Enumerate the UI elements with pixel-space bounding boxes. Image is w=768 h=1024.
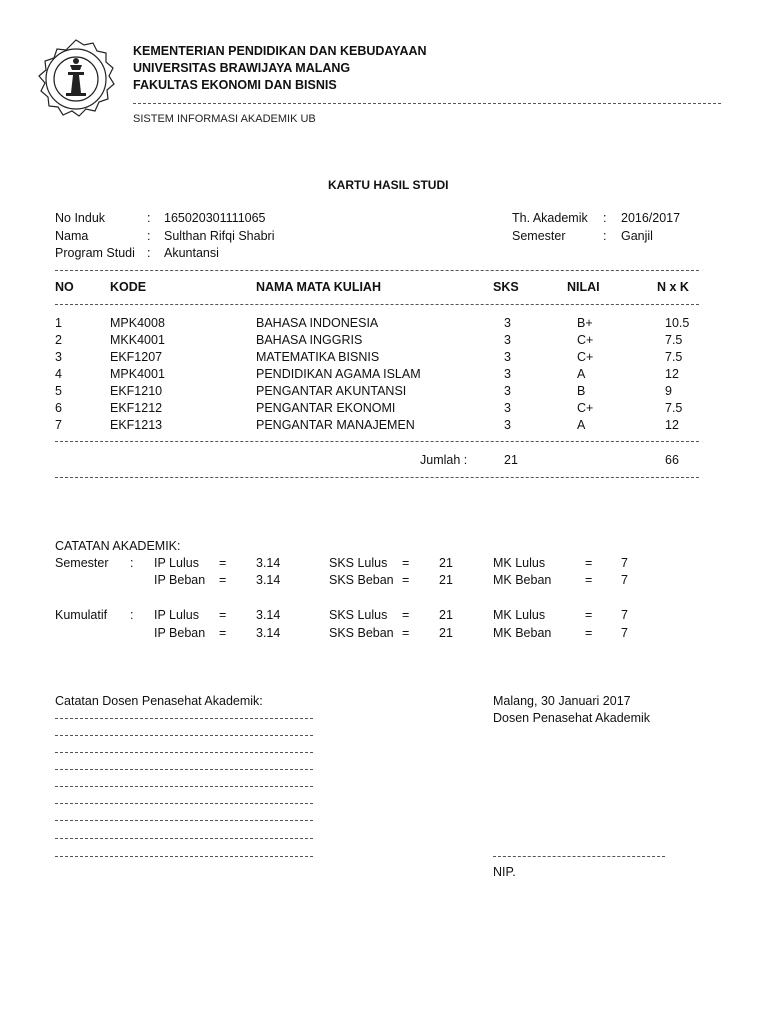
sks-lulus-value: 21	[439, 556, 453, 570]
colon: :	[603, 211, 607, 225]
row-nilai: C+	[577, 401, 594, 415]
row-kode: EKF1212	[110, 401, 163, 415]
row-sks: 3	[504, 350, 511, 364]
row-sks: 3	[504, 418, 511, 432]
sks-beban-value: 21	[439, 573, 453, 587]
row-nxk: 9	[665, 384, 672, 398]
row-no: 6	[55, 401, 62, 415]
eq: =	[219, 608, 227, 622]
sks-lulus-label: SKS Lulus	[329, 608, 388, 622]
eq: =	[219, 573, 227, 587]
mk-lulus-label: MK Lulus	[493, 608, 546, 622]
sks-beban-label: SKS Beban	[329, 573, 394, 587]
notes-line	[55, 856, 313, 857]
catatan-title: CATATAN AKADEMIK:	[55, 539, 181, 553]
nama-label: Nama	[55, 229, 89, 243]
document-title: KARTU HASIL STUDI	[328, 178, 449, 192]
eq: =	[402, 573, 410, 587]
row-nxk: 12	[665, 367, 679, 381]
mk-lulus-value: 7	[621, 556, 628, 570]
eq: =	[585, 608, 593, 622]
row-kode: EKF1207	[110, 350, 163, 364]
col-header-nama: NAMA MATA KULIAH	[256, 280, 381, 294]
nip-label: NIP.	[493, 865, 516, 879]
colon: :	[147, 246, 151, 260]
col-header-sks: SKS	[493, 280, 519, 294]
eq: =	[219, 626, 227, 640]
row-nilai: A	[577, 418, 586, 432]
row-nxk: 7.5	[665, 401, 683, 415]
sks-beban-label: SKS Beban	[329, 626, 394, 640]
row-nama: PENGANTAR AKUNTANSI	[256, 384, 407, 398]
row-no: 1	[55, 316, 62, 330]
notes-line	[55, 718, 313, 719]
row-kode: MKK4001	[110, 333, 165, 347]
kumulatif-label: Kumulatif	[55, 608, 108, 622]
eq: =	[219, 556, 227, 570]
dosen-notes-label: Catatan Dosen Penasehat Akademik:	[55, 694, 263, 708]
semester-label: Semester	[512, 229, 566, 243]
row-nilai: B+	[577, 316, 593, 330]
row-nama: BAHASA INDONESIA	[256, 316, 379, 330]
th-akademik-label: Th. Akademik	[512, 211, 588, 225]
jumlah-label: Jumlah :	[420, 453, 468, 467]
row-nilai: B	[577, 384, 586, 398]
ip-beban-label: IP Beban	[154, 626, 206, 640]
row-kode: MPK4001	[110, 367, 165, 381]
signature-line	[493, 856, 665, 857]
row-nxk: 12	[665, 418, 679, 432]
prodi-label: Program Studi	[55, 246, 135, 260]
ip-lulus-value: 3.14	[256, 608, 281, 622]
no-induk-label: No Induk	[55, 211, 106, 225]
col-header-nxk: N x K	[657, 280, 689, 294]
row-sks: 3	[504, 316, 511, 330]
sks-lulus-label: SKS Lulus	[329, 556, 388, 570]
row-nama: PENGANTAR EKONOMI	[256, 401, 396, 415]
row-kode: EKF1213	[110, 418, 163, 432]
row-sks: 3	[504, 333, 511, 347]
row-nama: PENDIDIKAN AGAMA ISLAM	[256, 367, 421, 381]
row-no: 2	[55, 333, 62, 347]
notes-line	[55, 820, 313, 821]
notes-line	[55, 769, 313, 770]
university-seal-logo	[34, 37, 118, 121]
eq: =	[402, 626, 410, 640]
semester-value: Ganjil	[621, 229, 653, 243]
eq: =	[585, 626, 593, 640]
eq: =	[585, 556, 593, 570]
col-header-nilai: NILAI	[567, 280, 600, 294]
ip-beban-value: 3.14	[256, 626, 281, 640]
sks-beban-value: 21	[439, 626, 453, 640]
row-kode: EKF1210	[110, 384, 163, 398]
jumlah-sks: 21	[504, 453, 518, 467]
colon: :	[147, 211, 151, 225]
row-sks: 3	[504, 384, 511, 398]
table-body-divider	[55, 441, 699, 442]
ip-beban-value: 3.14	[256, 573, 281, 587]
place-date: Malang, 30 Januari 2017	[493, 694, 631, 708]
row-nxk: 7.5	[665, 333, 683, 347]
table-header-divider	[55, 304, 699, 305]
mk-beban-label: MK Beban	[493, 626, 552, 640]
system-name: SISTEM INFORMASI AKADEMIK UB	[133, 113, 316, 125]
row-no: 3	[55, 350, 62, 364]
notes-line	[55, 786, 313, 787]
semester-label: Semester	[55, 556, 109, 570]
header-divider	[133, 103, 721, 104]
mk-beban-label: MK Beban	[493, 573, 552, 587]
row-sks: 3	[504, 367, 511, 381]
notes-line	[55, 752, 313, 753]
ip-lulus-value: 3.14	[256, 556, 281, 570]
colon: :	[147, 229, 151, 243]
row-nama: MATEMATIKA BISNIS	[256, 350, 380, 364]
ip-lulus-label: IP Lulus	[154, 556, 199, 570]
row-nilai: C+	[577, 350, 594, 364]
row-nxk: 7.5	[665, 350, 683, 364]
ip-lulus-label: IP Lulus	[154, 608, 199, 622]
ip-beban-label: IP Beban	[154, 573, 206, 587]
colon: :	[130, 556, 134, 570]
row-sks: 3	[504, 401, 511, 415]
eq: =	[402, 556, 410, 570]
row-kode: MPK4008	[110, 316, 165, 330]
colon: :	[130, 608, 134, 622]
prodi-value: Akuntansi	[164, 246, 219, 260]
eq: =	[585, 573, 593, 587]
ministry-name: KEMENTERIAN PENDIDIKAN DAN KEBUDAYAAN	[133, 44, 427, 58]
mk-beban-value: 7	[621, 573, 628, 587]
faculty-name: FAKULTAS EKONOMI DAN BISNIS	[133, 78, 337, 92]
nama-value: Sulthan Rifqi Shabri	[164, 229, 275, 243]
sks-lulus-value: 21	[439, 608, 453, 622]
row-nilai: A	[577, 367, 586, 381]
row-no: 7	[55, 418, 62, 432]
row-nilai: C+	[577, 333, 594, 347]
eq: =	[402, 608, 410, 622]
seal-icon	[34, 37, 118, 121]
jumlah-nxk: 66	[665, 453, 679, 467]
col-header-no: NO	[55, 280, 74, 294]
col-header-kode: KODE	[110, 280, 147, 294]
row-nama: PENGANTAR MANAJEMEN	[256, 418, 415, 432]
no-induk-value: 165020301111065	[164, 211, 266, 225]
notes-line	[55, 838, 313, 839]
notes-line	[55, 735, 313, 736]
mk-beban-value: 7	[621, 626, 628, 640]
table-top-divider	[55, 270, 699, 271]
notes-line	[55, 803, 313, 804]
colon: :	[603, 229, 607, 243]
mk-lulus-value: 7	[621, 608, 628, 622]
mk-lulus-label: MK Lulus	[493, 556, 546, 570]
row-no: 4	[55, 367, 62, 381]
row-nxk: 10.5	[665, 316, 690, 330]
row-nama: BAHASA INGGRIS	[256, 333, 363, 347]
dosen-title: Dosen Penasehat Akademik	[493, 711, 651, 725]
table-bottom-divider	[55, 477, 699, 478]
university-name: UNIVERSITAS BRAWIJAYA MALANG	[133, 61, 351, 75]
row-no: 5	[55, 384, 62, 398]
th-akademik-value: 2016/2017	[621, 211, 681, 225]
